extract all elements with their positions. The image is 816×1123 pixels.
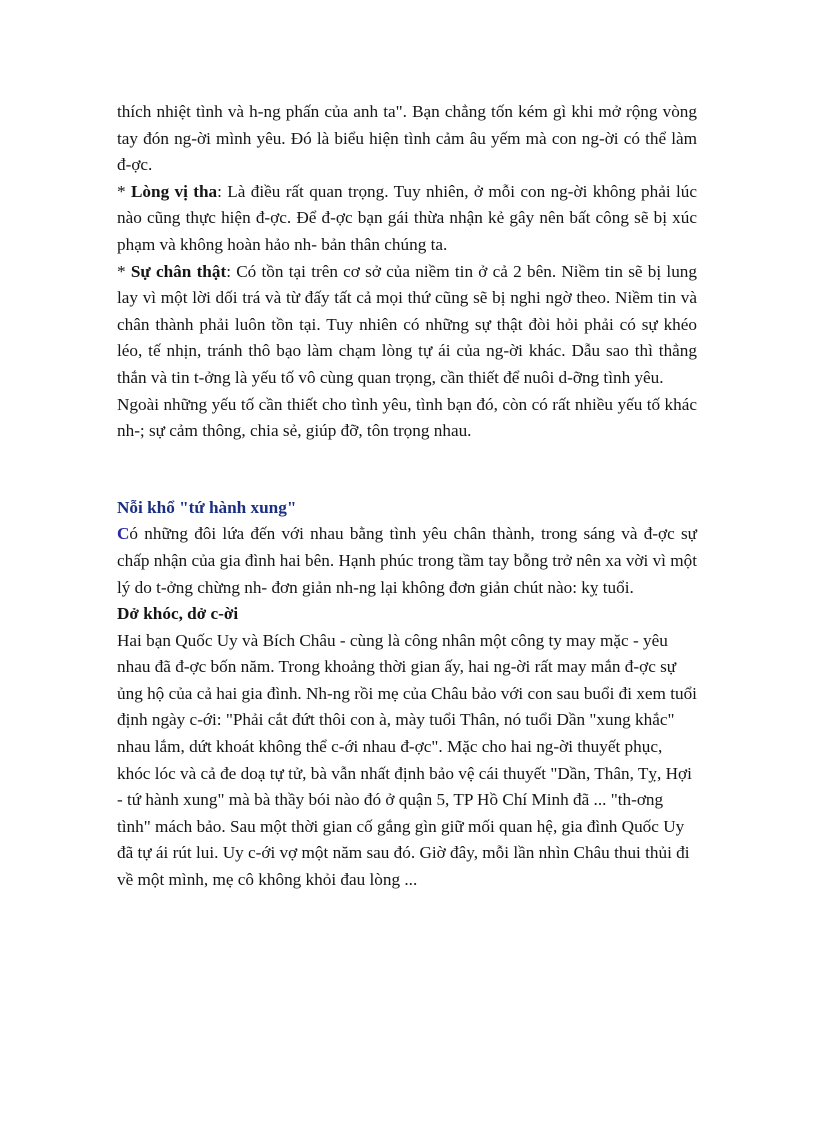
document-page [117,99,697,894]
bullet-altruism [117,179,697,259]
section-title: Nỗi khổ "tứ hành xung" [117,497,297,517]
intro-paragraph: thích nhiệt tình và h-ng phấn của anh ta". Bạn chẳng tốn kém gì khi mở rộng vòng tay đón ng-ời mình yêu. Đó là biểu hiện tình cảm âu yếm mà con ng-ời có thể làm đ-ợc. [117,102,697,175]
section-intro-text: ó những đôi lứa đến với nhau bằng tình yêu chân thành, trong sáng và đ-ợc sự chấp nhận của gia đình hai bên. Hạnh phúc trong tầm tay bỗng trở nên xa vời vì một lý do t-ởng chừng nh- đơn giản nh-ng lại không đơn giản chút nào: kỵ tuổi. [117,524,697,597]
story-paragraph: Hai bạn Quốc Uy và Bích Châu - cùng là công nhân một công ty may mặc - yêu nhau đã đ-ợc bốn năm. Trong khoảng thời gian ấy, hai ng-ời rất may mắn đ-ợc sự ủng hộ của cả hai gia đình. Nh-ng rồi mẹ của Châu bảo với con sau buổi đi xem tuổi định ngày c-ới: "Phải cắt đứt thôi con à, mày tuổi Thân, nó tuổi Dần "xung khắc" nhau lắm, dứt khoát không thể c-ới nhau đ-ợc". Mặc cho hai ng-ời thuyết phục, khóc lóc và cả đe doạ tự tử, bà vẫn nhất định bảo vệ cái thuyết "Dần, Thân, Tỵ, Hợi - tứ hành xung" mà bà thầy bói nào đó ở quận 5, TP Hồ Chí Minh đã ... "th-ơng tình" mách bảo. Sau một thời gian cố gắng gìn giữ mối quan hệ, gia đình Quốc Uy đã tự ái rút lui. Uy c-ới vợ một năm sau đó. Giờ đây, mỗi lần nhìn Châu thui thủi đi về một mình, mẹ cô không khỏi đau lòng ... [117,630,697,890]
bullet-marker: * [117,261,131,281]
bullet-text-honesty: : Có tồn tại trên cơ sở của niềm tin ở cả 2 bên. Niềm tin sẽ bị lung lay vì một lời dối trá và từ đấy tất cả mọi thứ cũng sẽ bị nghi ngờ theo. Niềm tin và chân thành phải luôn tồn tại. Tuy nhiên có những sự thật đòi hỏi phải có sự khéo léo, tế nhịn, tránh thô bạo làm chạm lòng tự ái của ng-ời khác. Dẫu sao thì thẳng thắn và tin t-ởng là yếu tố vô cùng quan trọng, cần thiết để nuôi d-ỡng tình yêu. [117,261,697,387]
bullet-text-altruism: : Là điều rất quan trọng. Tuy nhiên, ở mỗi con ng-ời không phải lúc nào cũng thực hiện đ-ợc. Để đ-ợc bạn gái thừa nhận kẻ gây nên bất công sẽ bị xúc phạm và không hoàn hảo nh- bản thân chúng ta. [117,181,697,254]
section-intro-first-letter: C [117,524,130,544]
bullet-honesty [117,259,697,392]
bullet-term-altruism: Lòng vị tha [130,181,218,201]
section-intro [117,521,697,601]
closing-paragraph: Ngoài những yếu tố cần thiết cho tình yêu, tình bạn đó, còn có rất nhiều yếu tố khác nh-; sự cảm thông, chia sẻ, giúp đỡ, tôn trọng nhau. [117,394,697,441]
bullet-term-honesty: Sự chân thật [130,261,227,281]
subheading: Dở khóc, dở c-ời [117,604,239,624]
bullet-marker: * [117,181,131,201]
